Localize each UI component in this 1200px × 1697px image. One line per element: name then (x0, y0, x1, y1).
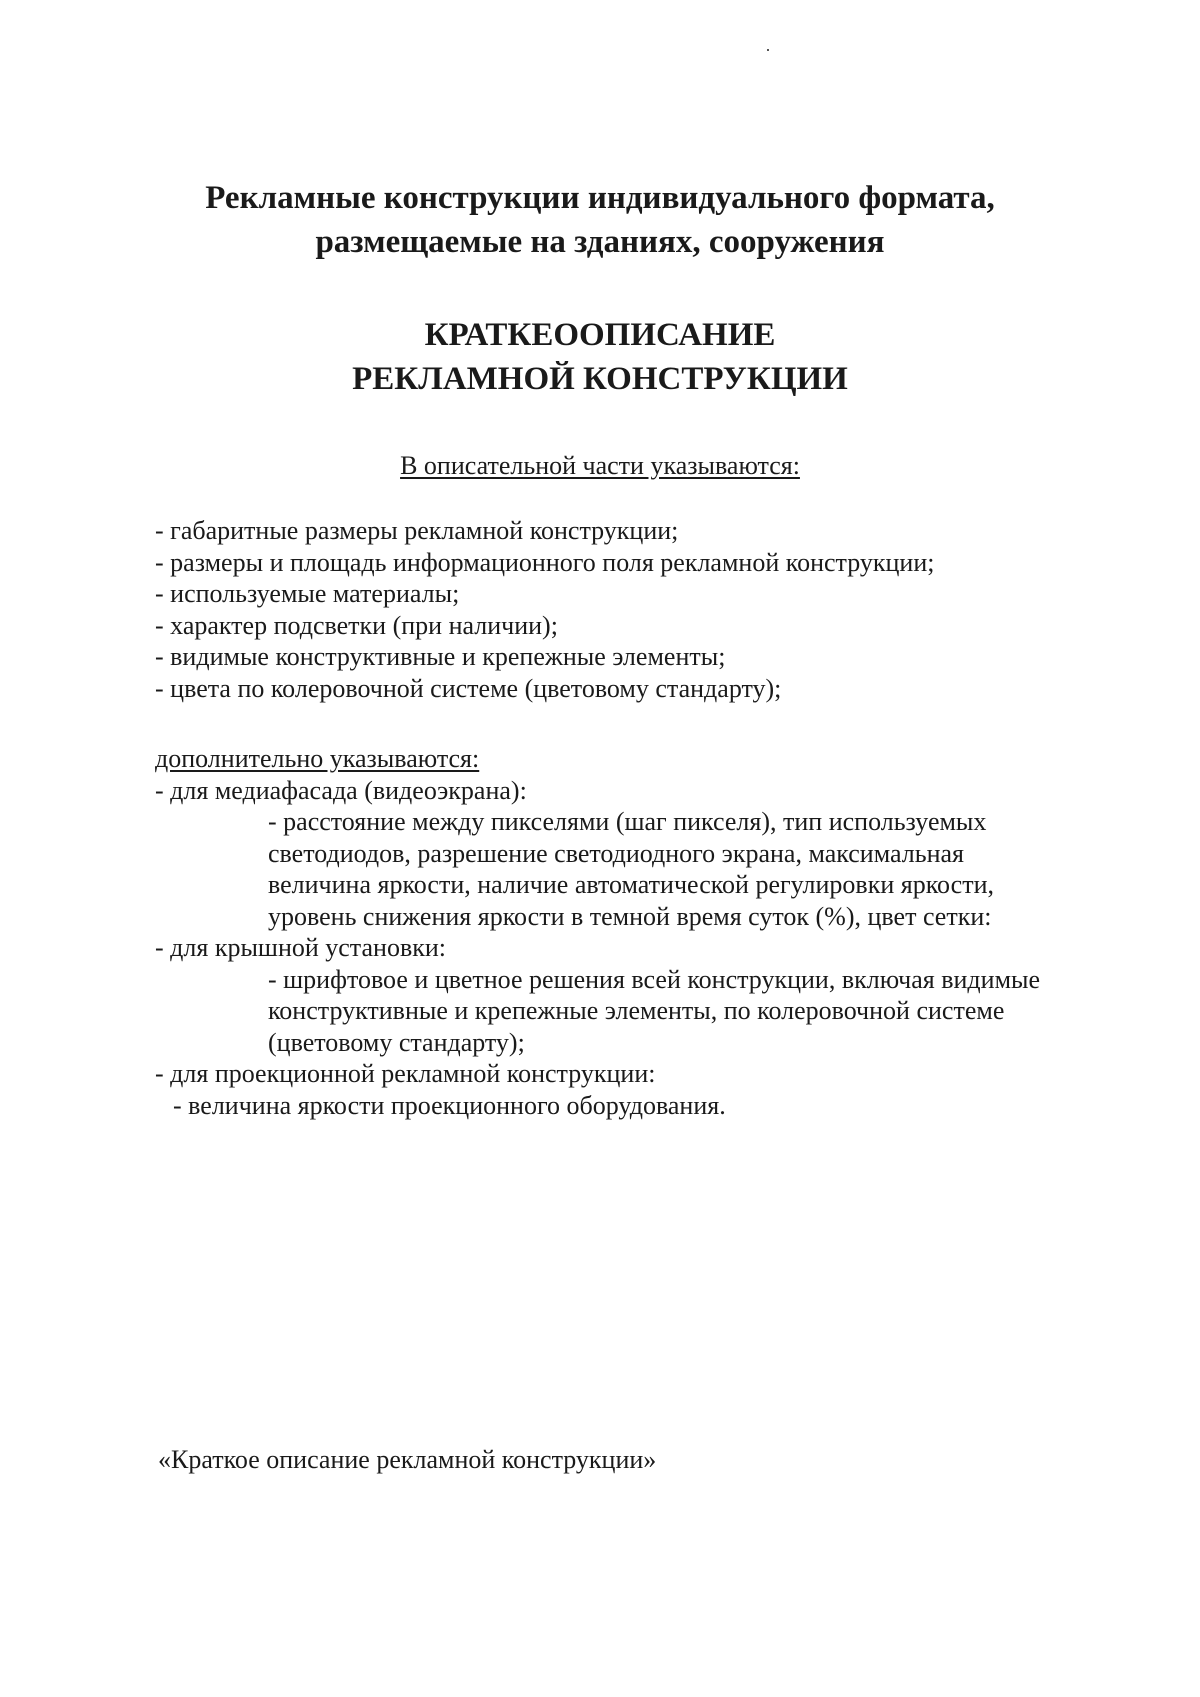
roof-line: - шрифтовое и цветное решения всей конструкции, включая видимые (268, 964, 1041, 994)
footer-caption: «Краткое описание рекламной конструкции» (158, 1445, 657, 1474)
roof-installation-details (155, 964, 1115, 1059)
document-title (0, 176, 1200, 264)
additional-heading: дополнительно указываются: (155, 744, 480, 773)
projection-label: - для проекционной рекламной конструкции: (155, 1059, 656, 1088)
additional-requirements (155, 743, 1115, 1121)
list-item: - характер подсветки (при наличии); (155, 610, 558, 640)
media-line: величина яркости, наличие автоматической регулировки яркости, (268, 870, 994, 899)
media-facade-details (155, 806, 1115, 932)
intro-text: В описательной части указываются: (400, 451, 800, 480)
projection-detail: - величина яркости проекционного оборудования. (173, 1090, 726, 1120)
list-item: - габаритные размеры рекламной конструкции; (155, 516, 679, 545)
title-line-1: Рекламные конструкции индивидуального формата, (205, 180, 995, 216)
media-line: уровень снижения яркости в темной время суток (%), цвет сетки: (268, 901, 992, 931)
media-line: - расстояние между пикселями (шаг пикселя), тип используемых (268, 807, 987, 836)
subtitle-line-1: КРАТКЕООПИСАНИЕ (424, 317, 776, 353)
title-line-2: размещаемые на зданиях, сооружения (315, 224, 885, 260)
list-item: - цвета по колеровочной системе (цветовому стандарту); (155, 673, 782, 703)
scan-speck (767, 49, 769, 51)
roof-line: конструктивные и крепежные элементы, по колеровочной системе (268, 996, 1005, 1025)
requirements-list (155, 515, 934, 704)
subtitle-line-2: РЕКЛАМНОЙ КОНСТРУКЦИИ (352, 361, 848, 397)
list-item: - используемые материалы; (155, 579, 460, 608)
roof-line: (цветовому стандарту); (268, 1027, 525, 1057)
media-line: светодиодов, разрешение светодиодного экрана, максимальная (268, 838, 965, 868)
roof-installation-label: - для крышной установки: (155, 933, 446, 962)
list-item: - размеры и площадь информационного поля рекламной конструкции; (155, 547, 935, 577)
media-facade-label: - для медиафасада (видеоэкрана): (155, 775, 527, 805)
document-subtitle (0, 313, 1200, 401)
list-item: - видимые конструктивные и крепежные элементы; (155, 642, 726, 671)
intro-heading (0, 450, 1200, 482)
